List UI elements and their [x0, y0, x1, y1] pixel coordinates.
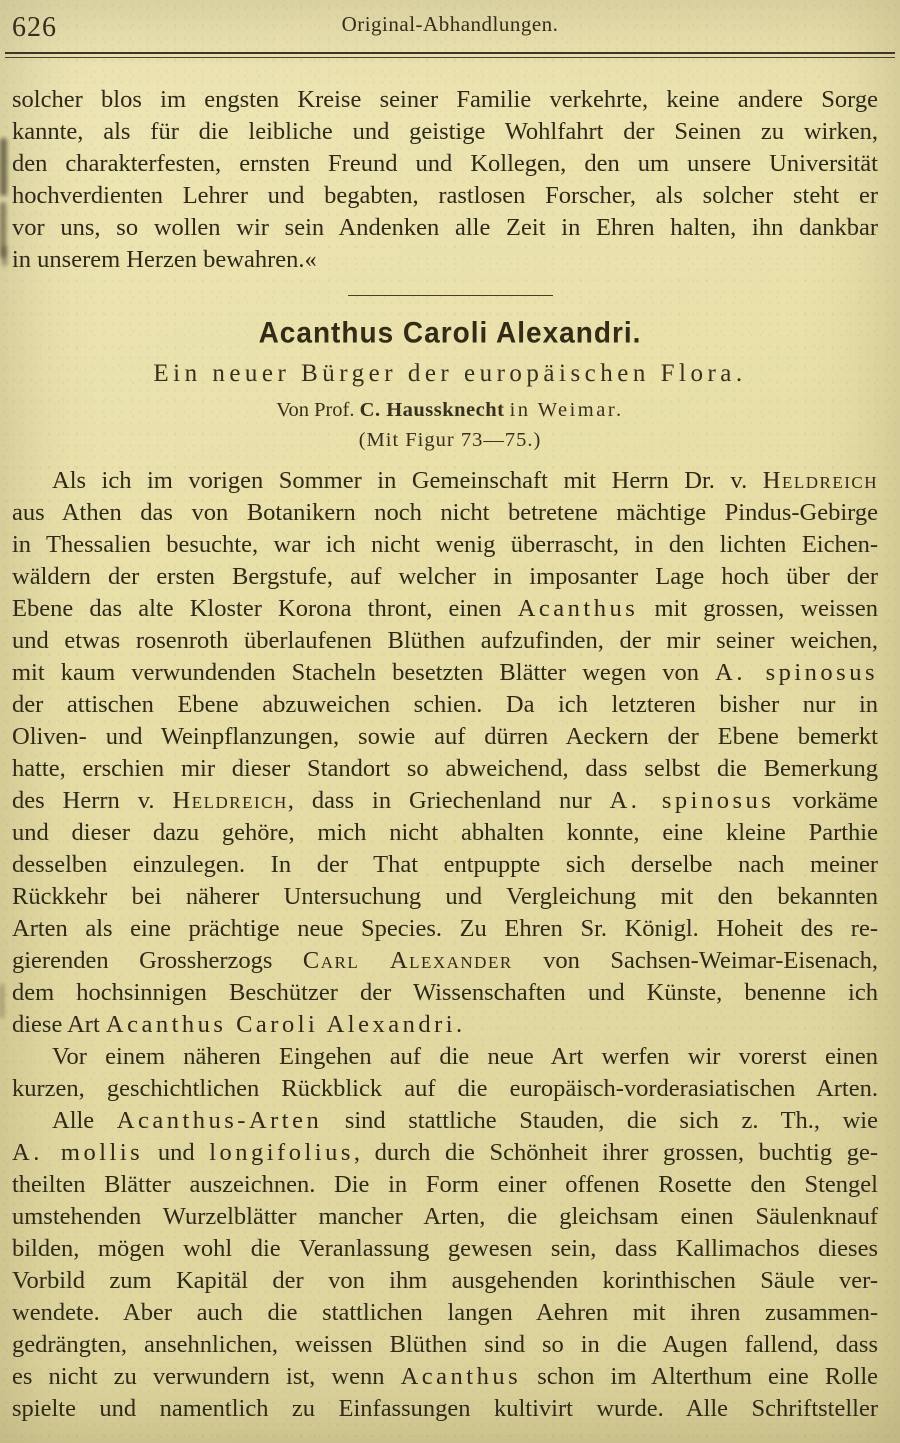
text-line: vor uns, so wollen wir sein Andenken alle Zeit in Ehren halten, ihn dankbar — [12, 214, 878, 241]
text-line: gierenden Grossherzogs Carl Alexander von Sachsen-Weimar-Eisenach, — [12, 947, 878, 974]
text-line: kannte, als für die leibliche und geistige Wohlfahrt der Seinen zu wirken, — [12, 118, 878, 145]
text-line: desselben einzulegen. In der That entpuppte sich derselbe nach meiner — [12, 851, 878, 878]
text-line: theilten Blätter auszeichnen. Die in Form einer offenen Rosette den Stengel — [12, 1171, 878, 1198]
article-paragraph-2 — [12, 1041, 878, 1105]
page-header — [0, 0, 900, 44]
header-double-rule — [5, 52, 895, 58]
scan-ink-smudge — [2, 246, 7, 266]
article-paragraph-1 — [12, 465, 878, 1041]
byline-author: C. Haussknecht — [359, 399, 505, 421]
text-line: A. mollis und longifolius, durch die Schönheit ihrer grossen, buchtig ge- — [12, 1139, 878, 1166]
text-line: wendete. Aber auch die stattlichen langen Aehren mit ihren zusammen- — [12, 1299, 878, 1326]
text-line: hatte, erschien mir dieser Standort so abweichend, dass selbst die Bemerkung — [12, 755, 878, 782]
text-line: wäldern der ersten Bergstufe, auf welcher in imposanter Lage hoch über der — [12, 563, 878, 590]
text-line: Arten als eine prächtige neue Species. Zu Ehren Sr. Königl. Hoheit des re- — [12, 915, 878, 942]
text-line: gedrängten, ansehnlichen, weissen Blüthen sind so in die Augen fallend, dass — [12, 1331, 878, 1358]
text-line: der attischen Ebene abzuweichen schien. Da ich letzteren bisher nur in — [12, 691, 878, 718]
text-line: solcher blos im engsten Kreise seiner Familie verkehrte, keine andere Sorge — [12, 86, 878, 113]
scan-ink-smudge — [0, 138, 7, 196]
text-line: umstehenden Wurzelblätter mancher Arten, die gleichsam einen Säulenknauf — [12, 1203, 878, 1230]
text-line: mit kaum verwundenden Stacheln besetzten Blätter wegen von A. spinosus — [12, 659, 878, 686]
text-line: diese Art Acanthus Caroli Alexandri. — [12, 1011, 466, 1038]
running-title: Original-Abhandlungen. — [341, 12, 559, 36]
text-line: aus Athen das von Botanikern noch nicht betretene mächtige Pindus-Gebirge — [12, 499, 878, 526]
section-divider — [348, 295, 553, 296]
text-line: den charakterfesten, ernsten Freund und Kollegen, den um unsere Universität — [12, 150, 878, 177]
scan-ink-smudge — [0, 984, 4, 1018]
text-line: Oliven- und Weinpflanzungen, sowie auf dürren Aeckern der Ebene bemerkt — [12, 723, 878, 750]
figure-note: (Mit Figur 73—75.) — [358, 429, 542, 451]
article-title-block — [0, 317, 900, 452]
text-line: Vor einem näheren Eingehen auf die neue Art werfen wir vorerst einen — [52, 1043, 878, 1070]
body-text — [0, 84, 900, 276]
article-paragraph-3 — [12, 1105, 878, 1425]
text-line: und dieser dazu gehöre, mich nicht abhalten konnte, eine kleine Parthie — [12, 819, 878, 846]
text-line: Vorbild zum Kapitäl der von ihm ausgehenden korinthischen Säule ver- — [12, 1267, 878, 1294]
text-line: dem hochsinnigen Beschützer der Wissenschaften und Künste, benenne ich — [12, 979, 878, 1006]
byline-prefix: Von Prof. — [276, 399, 355, 421]
text-line: in Thessalien besuchte, war ich nicht wenig überrascht, in den lichten Eichen- — [12, 531, 878, 558]
article-title: Acanthus Caroli Alexandri. — [258, 316, 642, 349]
article-byline — [0, 399, 900, 422]
text-line: des Herrn v. Heldreich, dass in Griechenland nur A. spinosus vorkäme — [12, 787, 878, 814]
article-body-text — [0, 465, 900, 1425]
text-line: bilden, mögen wohl die Veranlassung gewesen sein, dass Kallimachos dieses — [12, 1235, 878, 1262]
obituary-continuation — [12, 84, 878, 276]
text-line: Rückkehr bei näherer Untersuchung und Vergleichung mit den bekannten — [12, 883, 878, 910]
page-number: 626 — [12, 12, 57, 43]
text-line: kurzen, geschichtlichen Rückblick auf die europäisch-vorderasiatischen Arten. — [12, 1075, 878, 1102]
text-line: und etwas rosenroth überlaufenen Blüthen aufzufinden, der mir seiner weichen, — [12, 627, 878, 654]
text-line: Als ich im vorigen Sommer in Gemeinschaft mit Herrn Dr. v. Heldreich — [52, 467, 878, 494]
text-line: hochverdienten Lehrer und begabten, rastlosen Forscher, als solcher steht er — [12, 182, 878, 209]
text-line: es nicht zu verwundern ist, wenn Acanthus schon im Alterthum eine Rolle — [12, 1363, 878, 1390]
text-line: in unserem Herzen bewahren.« — [12, 246, 317, 273]
text-line: spielte und namentlich zu Einfassungen kultivirt wurde. Alle Schriftsteller — [12, 1395, 878, 1422]
article-subtitle: Ein neuer Bürger der europäischen Flora. — [153, 360, 747, 387]
byline-location: in Weimar. — [509, 399, 624, 421]
text-line: Ebene das alte Kloster Korona thront, einen Acanthus mit grossen, weissen — [12, 595, 879, 622]
text-line: Alle Acanthus-Arten sind stattliche Stauden, die sich z. Th., wie — [52, 1107, 878, 1134]
